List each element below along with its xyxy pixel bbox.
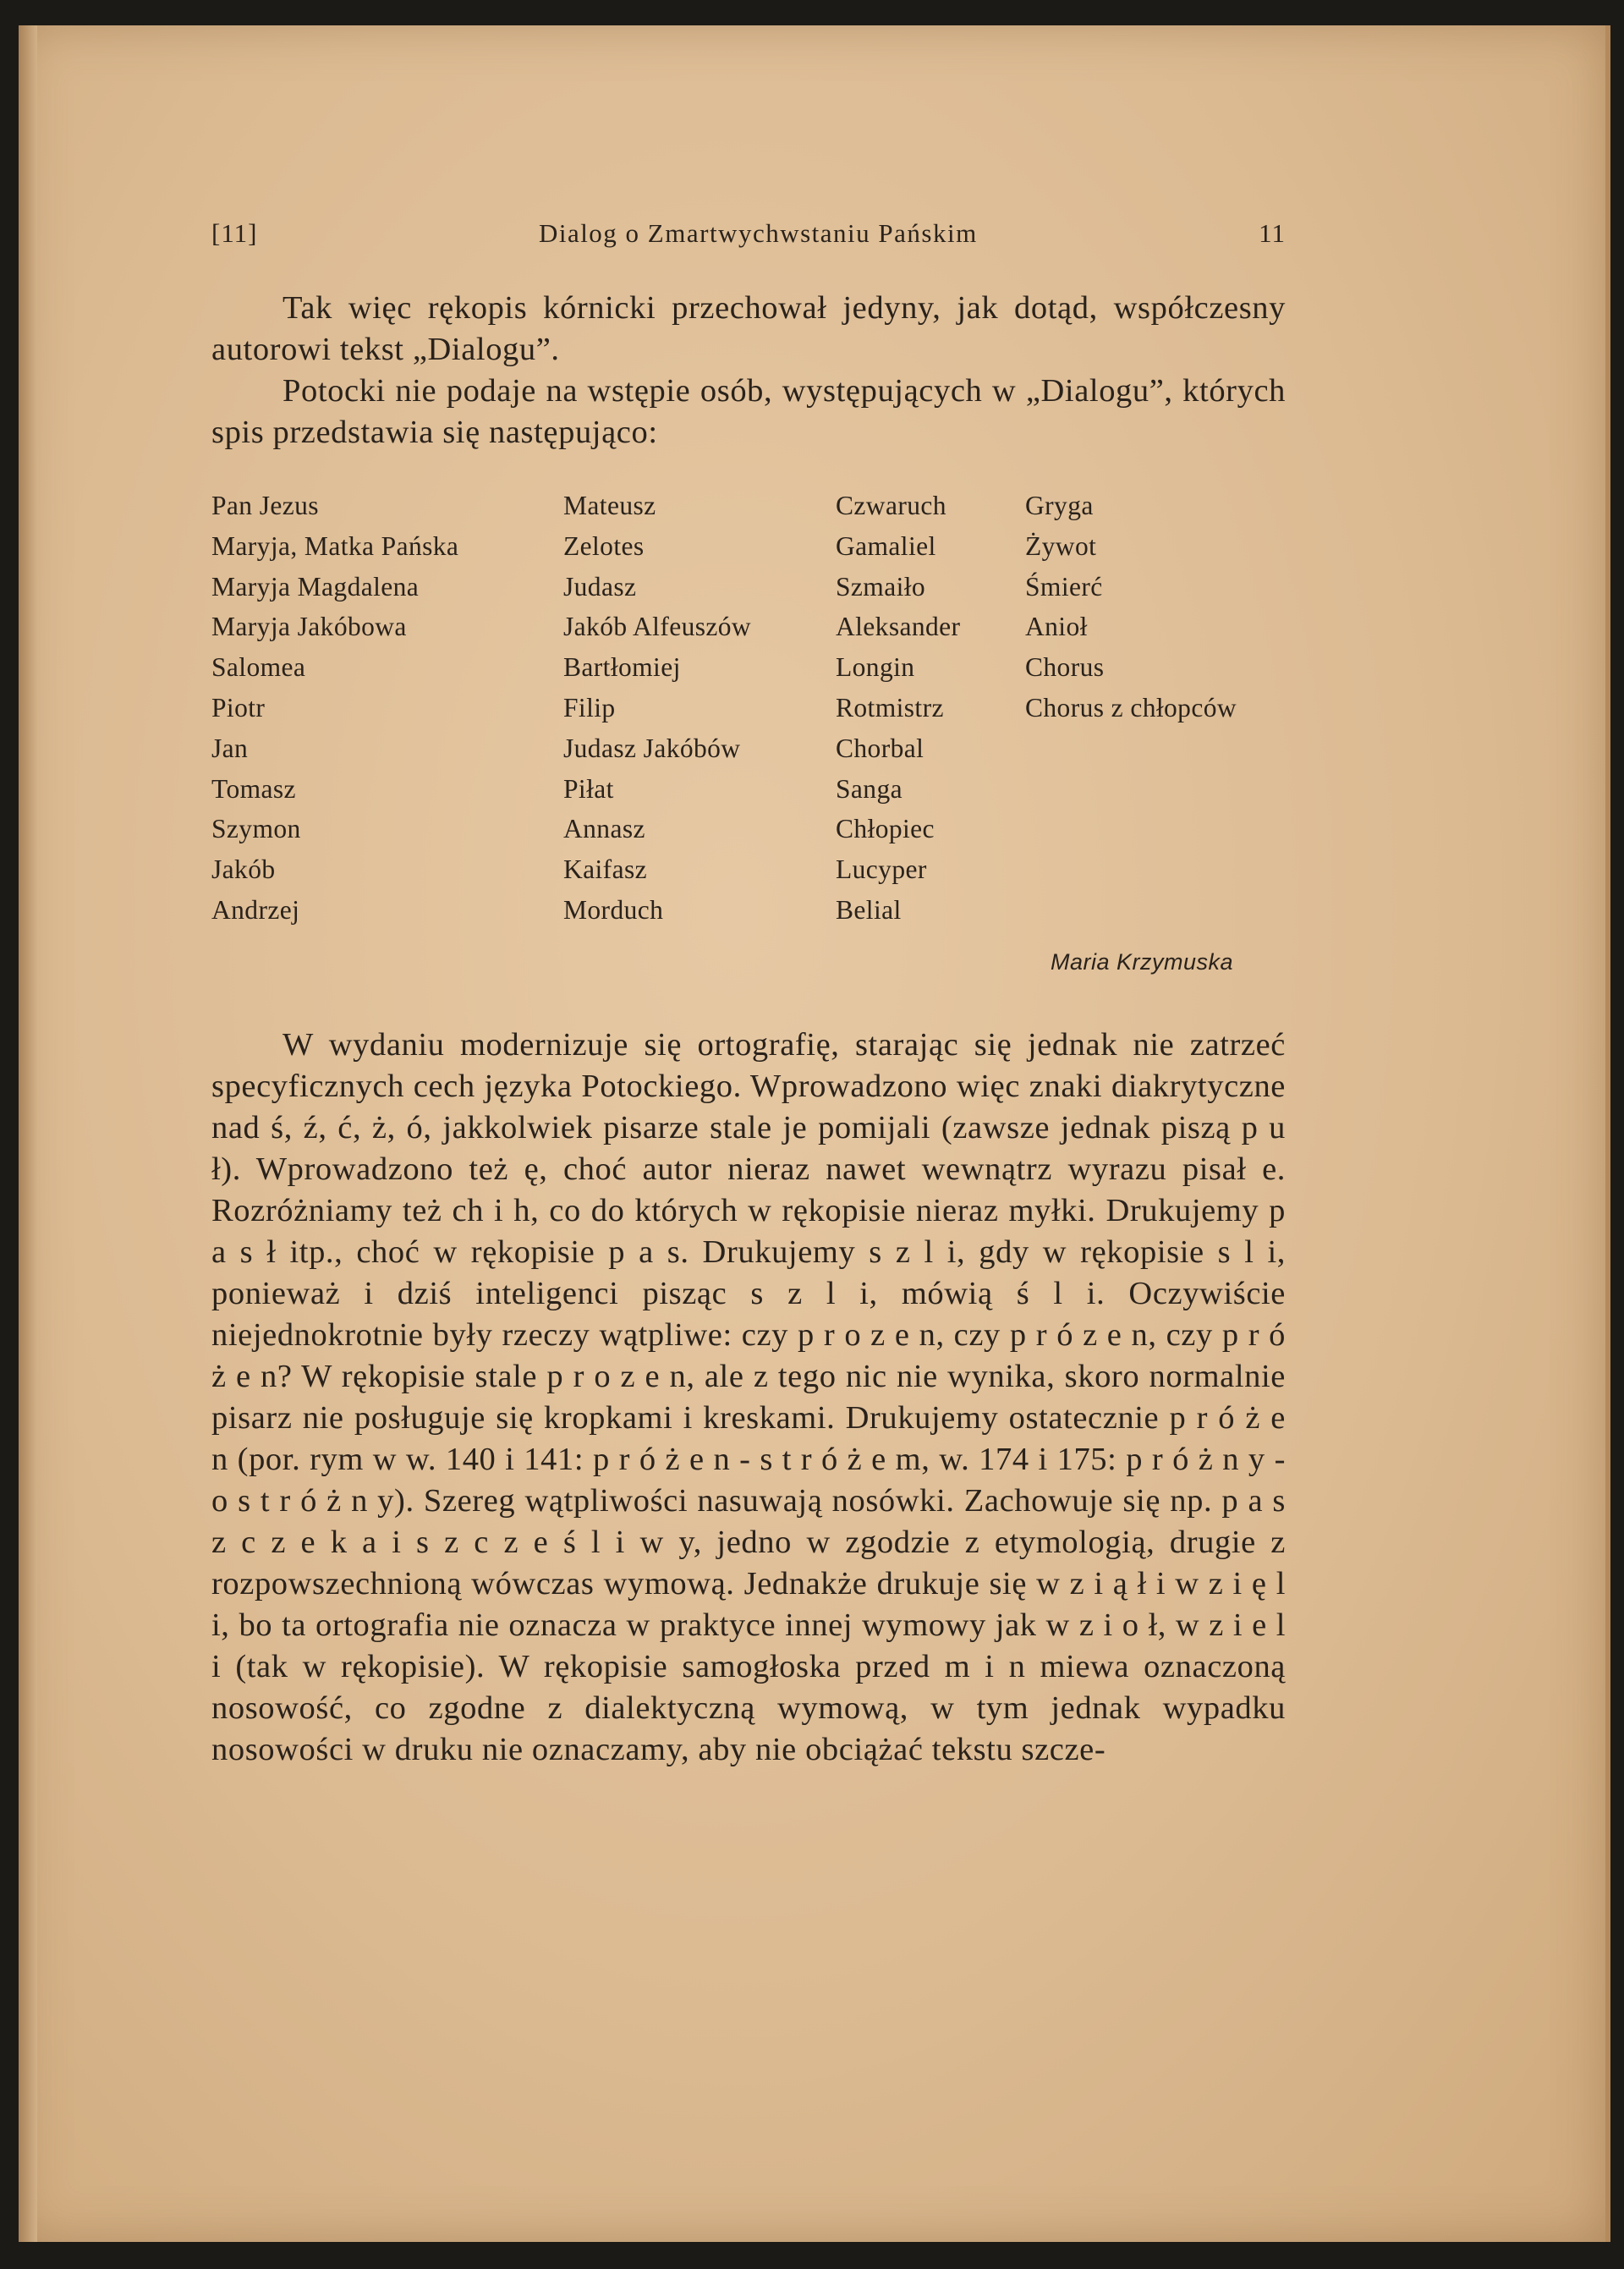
person-name: Annasz (563, 814, 645, 844)
person-name: Bartłomiej (563, 652, 681, 683)
person-name: Żywot (1025, 530, 1097, 561)
person-name: Maryja, Matka Pańska (211, 530, 459, 561)
persons-list (211, 486, 1286, 931)
person-name: Piotr (211, 692, 266, 722)
person-name: Pan Jezus (211, 491, 319, 520)
person-name: Chorbal (836, 733, 924, 763)
person-name: Chorus z chłopców (1025, 692, 1237, 722)
person-name: Gamaliel (836, 530, 936, 561)
person-name: Jakób (211, 854, 276, 885)
paragraph-orthography: W wydaniu modernizuje się ortografię, starając się jednak nie zatrzeć specyficznych cech języka Potockiego. Wprowadzono więc znaki diakrytyczne nad ś, ź, ć, ż, ó, jakkolwiek pisarze stale je pomijali (zawsze jednak piszą p u ł). Wprowadzono też ę, choć autor nieraz nawet wewnątrz wyrazu pisał e. Rozróżniamy też ch i h, co do których w rękopisie nieraz myłki. Drukujemy p a s ł itp., choć w rękopisie p a s. Drukujemy s z l i, gdy w rękopisie s l i, ponieważ i dziś inteligenci pisząc s z l i, mówią ś l i. Oczywiście niejednokrotnie były rzeczy wątpliwe: czy p r o z e n, czy p r ó z e n, czy p r ó ż e n? W rękopisie stale p r o z e n, ale z tego nic nie wynika, skoro normalnie pisarz nie posługuje się kropkami i kreskami. Drukujemy ostatecznie p r ó ż e n (por. rym w w. 140 i 141: p r ó ż e n - s t r ó ż e m, w. 174 i 175: p r ó ż n y - o s t r ó ż n y). Szereg wątpliwości nasuwają nosówki. Zachowuje się np. p a s z c z e k a i s z c z e ś l i w y, jedno w zgodzie z etymologią, drugie z rozpowszechnioną wówczas wymową. Jednakże drukuje się w z i ą ł i w z i ę l i, bo ta ortografia nie oznacza w praktyce innej wymowy jak w z i o ł, w z i e l i (tak w rękopisie). W rękopisie samogłoska przed m i n miewa oznaczoną nosowość, co zgodne z dialektyczną wymową, w tym jednak wypadku nosowości w druku nie oznaczamy, aby nie obciążać tekstu szcze- (211, 1026, 1286, 1767)
person-name: Filip (563, 692, 616, 722)
running-header (211, 218, 1286, 249)
person-name: Aleksander (836, 612, 961, 642)
persons-column-3 (836, 486, 1025, 931)
person-name: Rotmistrz (836, 692, 944, 722)
person-name: Gryga (1025, 491, 1094, 520)
header-section-number: [11] (211, 218, 258, 248)
person-name: Chłopiec (836, 814, 935, 844)
author-signature: Maria Krzymuska (1050, 948, 1233, 975)
persons-column-1 (211, 486, 563, 931)
text-block (211, 218, 1286, 1771)
person-name: Zelotes (563, 530, 645, 561)
person-name: Jakób Alfeuszów (563, 612, 752, 642)
person-name: Lucyper (836, 854, 927, 885)
person-name: Śmierć (1025, 571, 1103, 602)
person-name: Kaifasz (563, 854, 647, 885)
person-name: Judasz Jakóbów (563, 733, 741, 763)
person-name: Piłat (563, 773, 614, 804)
person-name: Sanga (836, 773, 903, 804)
person-name: Maryja Jakóbowa (211, 612, 407, 642)
person-name: Szymon (211, 814, 301, 844)
person-name: Szmaiło (836, 571, 926, 602)
person-name: Anioł (1025, 612, 1088, 642)
person-name: Mateusz (563, 491, 656, 520)
person-name: Morduch (563, 894, 664, 925)
paragraph-manuscript: Tak więc rękopis kórnicki przechował jedyny, jak dotąd, współczesny autorowi tekst „Dialogu”. (211, 290, 1286, 367)
book-page (19, 25, 1610, 2242)
person-name: Chorus (1025, 652, 1105, 683)
header-page-number: 11 (1259, 218, 1286, 248)
persons-column-4 (1025, 486, 1286, 931)
persons-column-2 (563, 486, 836, 931)
paragraph-persons-intro: Potocki nie podaje na wstępie osób, występujących w „Dialogu”, których spis przedstawia się następująco: (211, 373, 1286, 450)
person-name: Andrzej (211, 894, 300, 925)
header-title: Dialog o Zmartwychwstaniu Pańskim (538, 218, 978, 248)
page-spine-edge (19, 25, 37, 2242)
person-name: Jan (211, 733, 249, 763)
person-name: Salomea (211, 652, 306, 683)
person-name: Longin (836, 652, 915, 683)
person-name: Belial (836, 894, 902, 925)
person-name: Judasz (563, 571, 637, 602)
person-name: Czwaruch (836, 491, 946, 520)
person-name: Tomasz (211, 773, 296, 804)
person-name: Maryja Magdalena (211, 571, 420, 602)
